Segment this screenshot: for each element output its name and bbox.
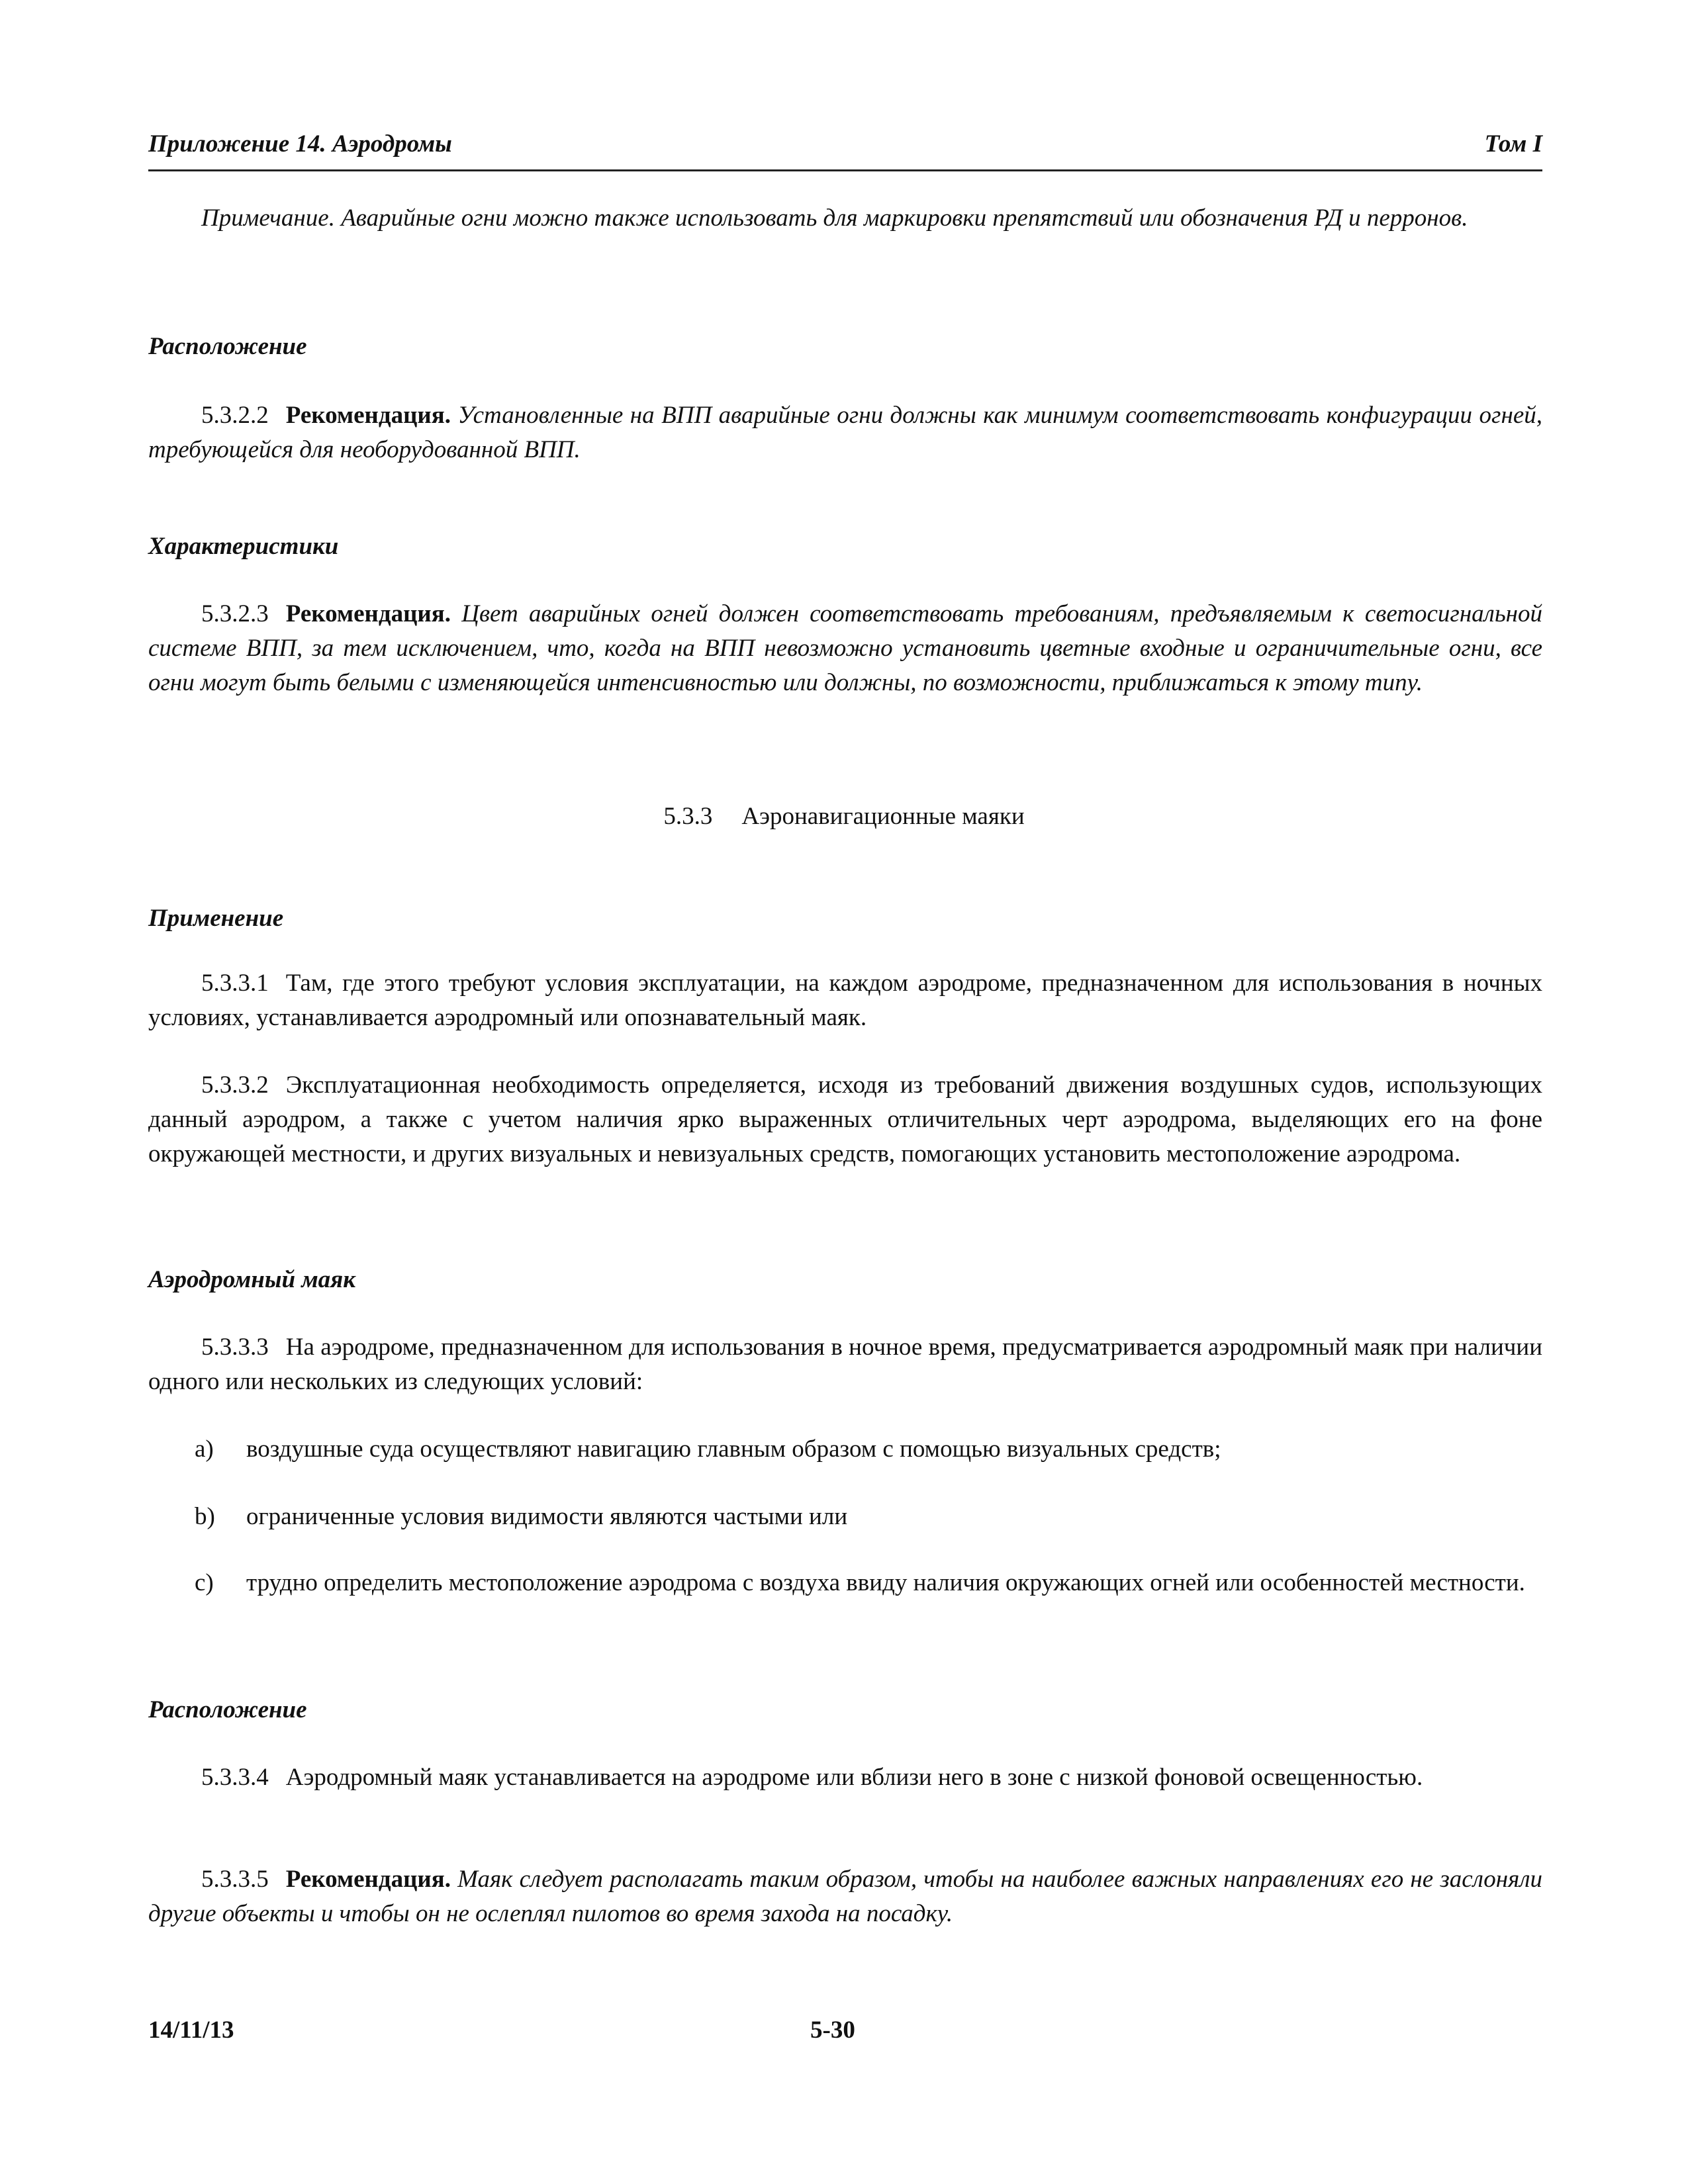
recommendation-label: Рекомендация. xyxy=(285,600,451,627)
paragraph-text: Эксплуатационная необходимость определяется, исходя из требований движения воздушных судов, использующих данный аэродром, а также с учетом наличия ярко выраженных отличительных черт аэродрома, выделяющих его на фоне окружающей местности, и других визуальных и невизуальных средств, помогающих установить местоположение аэродрома. xyxy=(148,1071,1542,1167)
footer-date: 14/11/13 xyxy=(148,2017,234,2044)
list-item-text: воздушные суда осуществляют навигацию главным образом с помощью визуальных средств; xyxy=(246,1435,1221,1463)
paragraph-text: Аэродромный маяк устанавливается на аэродроме или вблизи него в зоне с низкой фоновой освещенностью. xyxy=(285,1764,1423,1791)
list-item-label: b) xyxy=(195,1503,215,1530)
paragraph-text: Цвет аварийных огней должен соответствовать требованиям, предъявляемым к светосигнальной системе ВПП, за тем исключением, что, когда на ВПП невозможно установить цветные входные и ограничительные огни, все огни могут быть белыми с изменяющейся интенсивностью или должны, по возможности, приближаться к этому типу. xyxy=(148,600,1543,696)
section-title xyxy=(0,802,1688,831)
section-name: Аэронавигационные маяки xyxy=(741,803,1025,830)
header-volume: Том I xyxy=(1484,130,1542,158)
recommendation-label: Рекомендация. xyxy=(285,1866,451,1893)
paragraph-number: 5.3.3.2 xyxy=(201,1071,269,1099)
paragraph-number: 5.3.2.2 xyxy=(201,402,269,429)
heading-location: Расположение xyxy=(148,333,307,360)
note-paragraph: Примечание. Аварийные огни можно также использовать для маркировки препятствий или обозначения РД и перронов. xyxy=(201,205,1468,232)
running-header xyxy=(148,130,1542,171)
paragraph-5-3-3-2 xyxy=(148,1068,1542,1171)
paragraph-5-3-2-3 xyxy=(148,597,1542,700)
list-item-text: ограниченные условия видимости являются частыми или xyxy=(246,1503,848,1530)
list-item xyxy=(195,1500,1542,1534)
paragraph-number: 5.3.2.3 xyxy=(201,600,269,627)
header-title: Приложение 14. Аэродромы xyxy=(148,130,452,158)
heading-location: Расположение xyxy=(148,1696,307,1723)
paragraph-5-3-3-1 xyxy=(148,966,1542,1035)
heading-application: Применение xyxy=(148,905,284,932)
recommendation-label: Рекомендация. xyxy=(285,402,451,429)
paragraph-5-3-3-4 xyxy=(148,1760,1542,1795)
paragraph-5-3-3-5 xyxy=(148,1862,1542,1931)
paragraph-5-3-2-2 xyxy=(148,398,1542,467)
paragraph-text: Там, где этого требуют условия эксплуатации, на каждом аэродроме, предназначенном для использования в ночных условиях, устанавливается аэродромный или опознавательный маяк. xyxy=(148,970,1542,1031)
footer-page-number: 5-30 xyxy=(810,2017,855,2044)
section-number: 5.3.3 xyxy=(663,803,713,830)
paragraph-number: 5.3.3.1 xyxy=(201,970,269,997)
list-item-text: трудно определить местоположение аэродрома с воздуха ввиду наличия окружающих огней или особенностей местности. xyxy=(246,1569,1525,1596)
list-item-label: c) xyxy=(195,1569,214,1596)
list-item xyxy=(195,1566,1542,1600)
paragraph-number: 5.3.3.5 xyxy=(201,1866,269,1893)
paragraph-text: На аэродроме, предназначенном для использования в ночное время, предусматривается аэродромный маяк при наличии одного или нескольких из следующих условий: xyxy=(148,1334,1542,1395)
paragraph-number: 5.3.3.3 xyxy=(201,1334,269,1361)
list-item xyxy=(195,1432,1542,1467)
paragraph-number: 5.3.3.4 xyxy=(201,1764,269,1791)
paragraph-text: Маяк следует располагать таким образом, чтобы на наиболее важных направлениях его не заслоняли другие объекты и чтобы он не ослеплял пилотов во время захода на посадку. xyxy=(148,1866,1542,1927)
heading-characteristics: Характеристики xyxy=(148,533,339,560)
list-item-label: a) xyxy=(195,1435,214,1463)
paragraph-5-3-3-3 xyxy=(148,1330,1542,1399)
paragraph-text: Установленные на ВПП аварийные огни должны как минимум соответствовать конфигурации огней, требующейся для необорудованной ВПП. xyxy=(148,402,1542,463)
heading-aerodrome-beacon: Аэродромный маяк xyxy=(148,1266,355,1293)
